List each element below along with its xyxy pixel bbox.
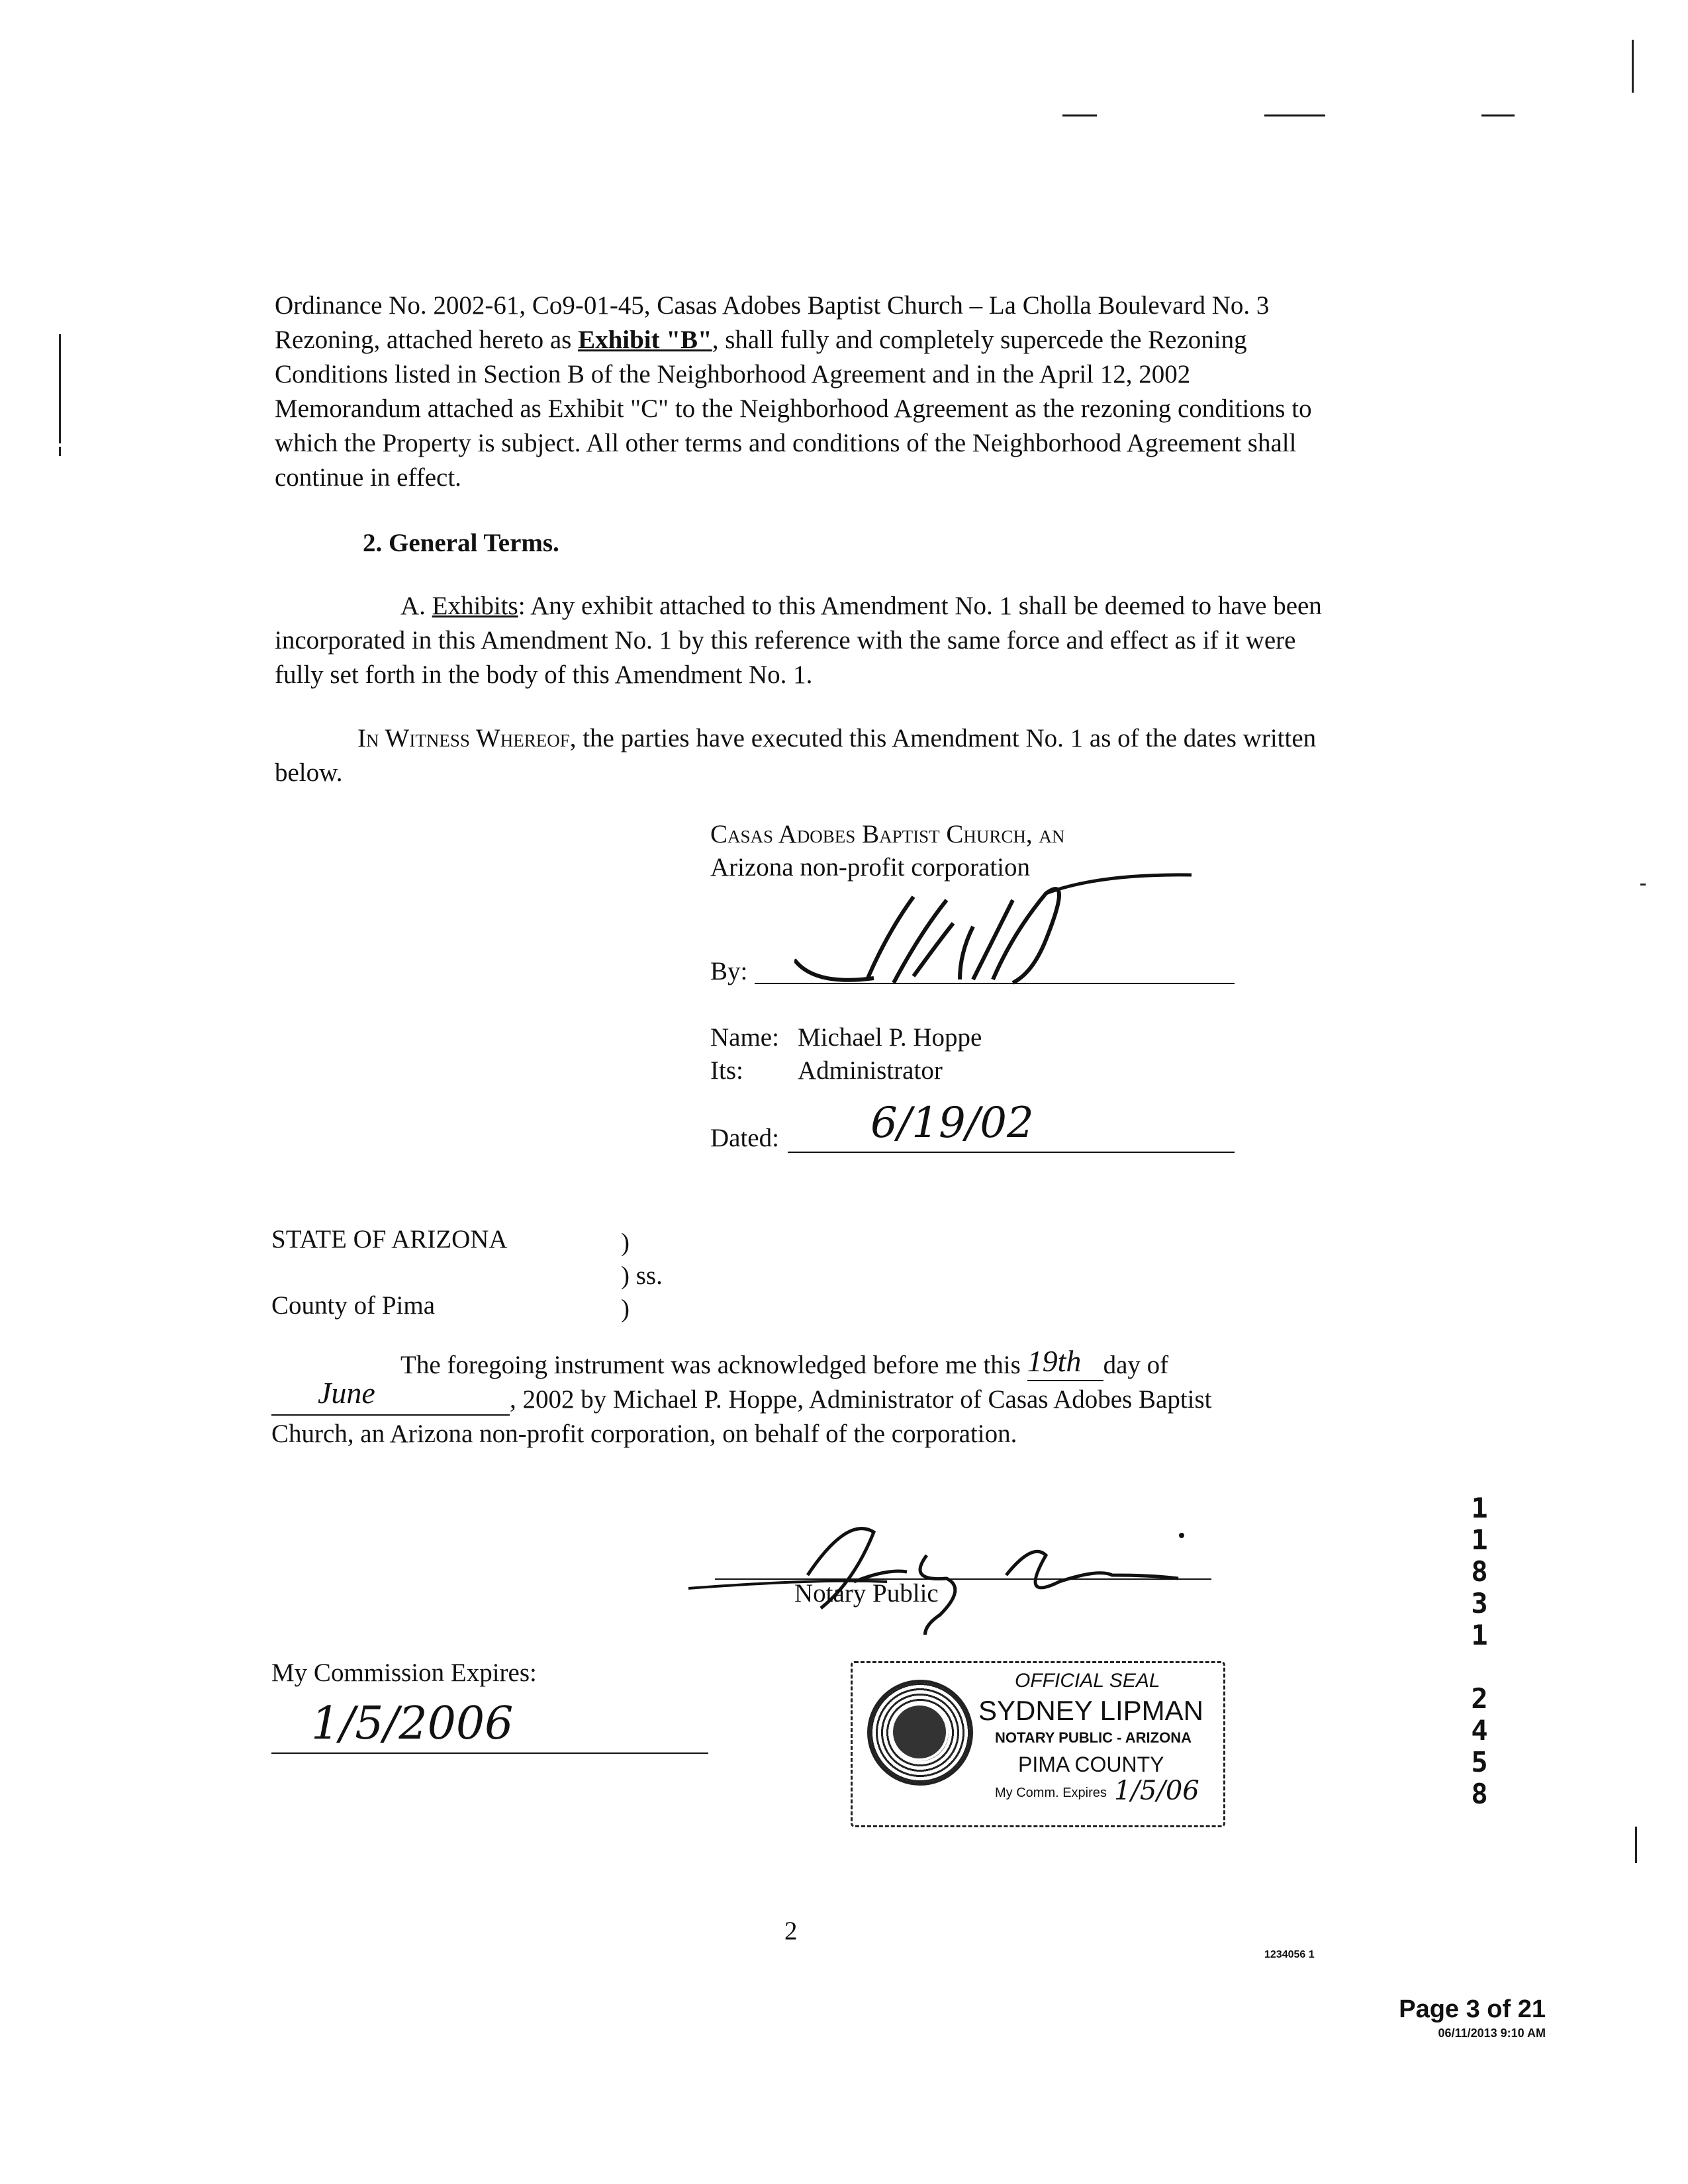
paragraph-exhibits-text: : Any exhibit attached to this Amendment No. 1 shall be deemed to have been incorporated in this Amendment No. 1 by this reference with the same force and effect as if it were fully set forth in the body of this Amendment No. 1.	[275, 592, 1322, 689]
document-code: 1234056 1	[1264, 1949, 1315, 1960]
recording-digit: 8	[1471, 1555, 1488, 1588]
top-rule-1	[1062, 114, 1097, 116]
recording-digit: 5	[1471, 1746, 1488, 1778]
paragraph-exhibits	[275, 589, 1334, 692]
by-label: By:	[710, 957, 748, 985]
state-seal-icon	[867, 1680, 973, 1786]
paragraph-exhibits-title: Exhibits	[432, 592, 518, 620]
recording-digit: 3	[1471, 1587, 1488, 1619]
dated-line	[788, 1152, 1235, 1153]
recording-digit	[1460, 1651, 1499, 1683]
seal-expires-value: 1/5/06	[1114, 1776, 1199, 1806]
ack-day: 19th	[1027, 1344, 1082, 1378]
commission-label: My Commission Expires:	[271, 1659, 537, 1687]
acknowledgment-line-2	[271, 1376, 1212, 1416]
paragraph-rezoning-text-a: Ordinance No. 2002-61, Co9-01-45, Casas Adobes Baptist Church – La Cholla Boulevard No. 3 Rezoning, attached hereto as	[275, 291, 1270, 354]
ss-paren-1: )	[621, 1228, 630, 1257]
ack-rest: , 2002 by Michael P. Hoppe, Administrator of Casas Adobes Baptist	[510, 1385, 1212, 1414]
entity-name: Casas Adobes Baptist Church, an	[710, 820, 1065, 848]
administrator-signature	[794, 860, 1205, 993]
recording-digit: 1	[1471, 1619, 1488, 1651]
notary-signature	[688, 1502, 1205, 1635]
paragraph-rezoning-text-b: , shall fully and completely supercede the Rezoning Conditions listed in Section B of the Neighborhood Agreement and in the April 12, 2002 Memorandum attached as Exhibit "C" to the Neighborhood Agreement as the rezoning conditions to which the Property is subject. All other terms and conditions of the Neighborhood Agreement shall continue in effect.	[275, 326, 1312, 492]
dated-label: Dated:	[710, 1124, 779, 1152]
page-counter-label: Page 3 of 21	[1399, 1995, 1546, 2023]
recording-digit: 1	[1471, 1492, 1488, 1524]
exhibit-b-reference: Exhibit "B"	[578, 326, 712, 354]
entity-type: Arizona non-profit corporation	[710, 853, 1031, 882]
recording-number	[1460, 1492, 1499, 1810]
seal-county: PIMA COUNTY	[1018, 1752, 1164, 1776]
recording-digit: 1	[1471, 1524, 1488, 1556]
paragraph-exhibits-label: A.	[400, 592, 426, 620]
notary-seal-stamp	[851, 1661, 1225, 1827]
seal-official: OFFICIAL SEAL	[1015, 1670, 1160, 1692]
name-value: Michael P. Hoppe	[798, 1023, 982, 1052]
revision-bar	[59, 334, 61, 443]
revision-bar	[59, 447, 61, 456]
ack-lead: The foregoing instrument was acknowledged before me this	[400, 1351, 1021, 1379]
commission-line	[271, 1752, 708, 1754]
recording-digit: 8	[1471, 1778, 1488, 1810]
edge-mark	[1640, 884, 1646, 886]
seal-expires-label: My Comm. Expires	[995, 1786, 1107, 1800]
seal-title: NOTARY PUBLIC - ARIZONA	[995, 1729, 1192, 1746]
acknowledgment-line-1	[271, 1344, 1169, 1381]
witness-lead: In Witness Whereof	[357, 724, 570, 752]
ss-paren-3: )	[621, 1295, 630, 1323]
ss-paren-2: ) ss.	[621, 1261, 663, 1290]
notary-public-label: Notary Public	[794, 1579, 939, 1608]
top-rule-3	[1481, 114, 1515, 116]
edge-mark	[1632, 40, 1634, 93]
its-value: Administrator	[798, 1056, 943, 1085]
county-label: County of Pima	[271, 1291, 436, 1320]
dated-value: 6/19/02	[870, 1099, 1034, 1148]
commission-value: 1/5/2006	[311, 1698, 514, 1750]
its-label: Its:	[710, 1056, 743, 1085]
state-label: STATE OF ARIZONA	[271, 1225, 508, 1253]
top-rule-2	[1264, 114, 1325, 116]
ack-day-suffix: day of	[1103, 1351, 1169, 1379]
name-label: Name:	[710, 1023, 779, 1052]
paragraph-rezoning	[275, 289, 1334, 495]
paragraph-witness	[275, 721, 1334, 790]
witness-text: , the parties have executed this Amendment No. 1 as of the dates written below.	[275, 724, 1317, 787]
edge-mark	[1635, 1827, 1637, 1863]
page-number: 2	[784, 1917, 798, 1945]
seal-name: SYDNEY LIPMAN	[978, 1695, 1203, 1726]
page-counter	[1399, 1995, 1546, 2040]
recording-digit: 4	[1471, 1714, 1488, 1747]
recording-digit: 2	[1471, 1682, 1488, 1715]
section-heading: 2. General Terms.	[363, 529, 559, 557]
page-timestamp: 06/11/2013 9:10 AM	[1438, 2026, 1546, 2040]
notary-signature-line	[715, 1578, 1211, 1580]
acknowledgment-line-3: Church, an Arizona non-profit corporation, on behalf of the corporation.	[271, 1420, 1017, 1448]
ack-month: June	[318, 1376, 375, 1410]
